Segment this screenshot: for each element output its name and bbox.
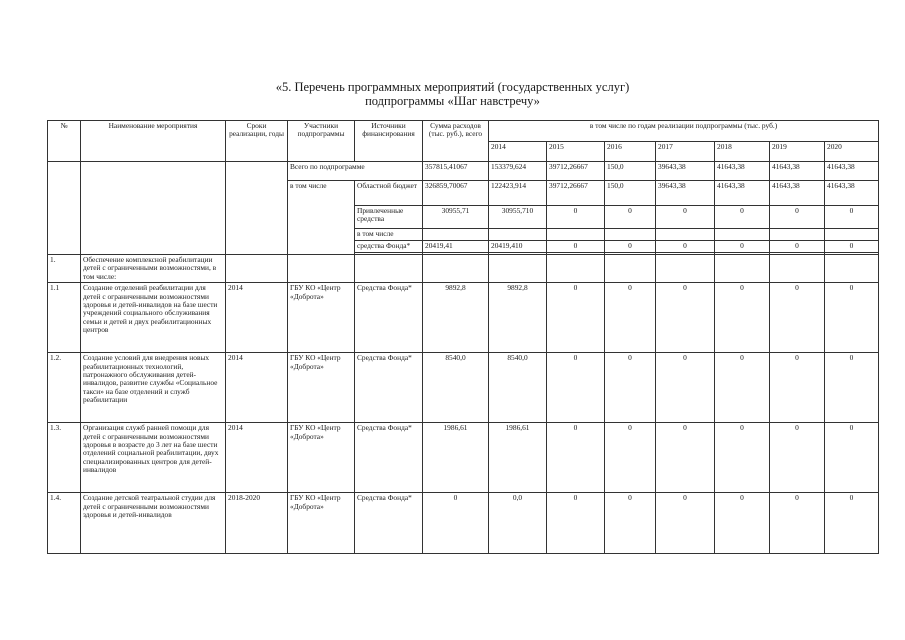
row-year: 0 — [715, 423, 770, 493]
table-row — [48, 423, 879, 493]
row-year: 0 — [770, 423, 825, 493]
row-participants — [288, 255, 355, 283]
row-source: Средства Фонда* — [355, 283, 423, 353]
header-participants: Участники подпрограммы — [288, 121, 355, 162]
empty-cell — [605, 229, 656, 241]
row-year — [547, 255, 605, 283]
summary-attracted-year: 0 — [605, 206, 656, 229]
row-year — [605, 255, 656, 283]
summary-regional-year: 39643,38 — [656, 181, 715, 206]
row-year: 0,0 — [489, 493, 547, 554]
summary-terms-cell — [226, 162, 288, 255]
header-year: 2015 — [547, 141, 605, 162]
summary-fund-year: 0 — [605, 241, 656, 253]
empty-cell — [423, 229, 489, 241]
summary-no-cell — [48, 162, 81, 255]
summary-total-year: 39643,38 — [656, 162, 715, 181]
table-row — [48, 283, 879, 353]
row-year — [715, 255, 770, 283]
header-no: № — [48, 121, 81, 162]
row-source: Средства Фонда* — [355, 423, 423, 493]
row-year: 0 — [547, 283, 605, 353]
row-year: 0 — [770, 353, 825, 423]
row-year: 0 — [825, 283, 879, 353]
summary-fund-year: 20419,410 — [489, 241, 547, 253]
summary-regional-year: 41643,38 — [770, 181, 825, 206]
summary-regional-sum: 326859,70067 — [423, 181, 489, 206]
row-no: 1.3. — [48, 423, 81, 493]
title-line-2: подпрограммы «Шаг навстречу» — [365, 94, 540, 108]
header-sources: Источники финансирования — [355, 121, 423, 162]
summary-total-row — [48, 162, 879, 181]
summary-regional-year: 41643,38 — [715, 181, 770, 206]
header-year: 2018 — [715, 141, 770, 162]
row-terms: 2014 — [226, 353, 288, 423]
summary-regional-year: 41643,38 — [825, 181, 879, 206]
summary-fund-sum: 20419,41 — [423, 241, 489, 253]
row-sum: 0 — [423, 493, 489, 554]
header-year: 2019 — [770, 141, 825, 162]
row-year — [825, 255, 879, 283]
row-year: 0 — [547, 423, 605, 493]
document-title — [0, 80, 905, 108]
row-year: 0 — [605, 493, 656, 554]
summary-name-cell — [81, 162, 226, 255]
summary-regional-year: 150,0 — [605, 181, 656, 206]
row-year — [656, 255, 715, 283]
row-year: 0 — [605, 283, 656, 353]
row-participants: ГБУ КО «Центр «Доброта» — [288, 423, 355, 493]
empty-cell — [489, 229, 547, 241]
row-year: 0 — [605, 353, 656, 423]
row-year: 0 — [825, 493, 879, 554]
row-source — [355, 255, 423, 283]
summary-attracted-year: 0 — [715, 206, 770, 229]
summary-regional-year: 39712,26667 — [547, 181, 605, 206]
row-participants: ГБУ КО «Центр «Доброта» — [288, 493, 355, 554]
summary-total-year: 41643,38 — [715, 162, 770, 181]
empty-cell — [715, 229, 770, 241]
row-year: 0 — [656, 353, 715, 423]
row-sum — [423, 255, 489, 283]
row-name: Создание условий для внедрения новых реабилитационных технологий, патронажного обслуживания детей-инвалидов, развитие службы «Социальное такси» на базе отделений и служб реабилитации — [81, 353, 226, 423]
header-year: 2017 — [656, 141, 715, 162]
row-year: 0 — [656, 493, 715, 554]
summary-total-sum: 357815,41067 — [423, 162, 489, 181]
summary-attracted-year: 0 — [656, 206, 715, 229]
row-source: Средства Фонда* — [355, 353, 423, 423]
summary-attracted-year: 30955,710 — [489, 206, 547, 229]
row-participants: ГБУ КО «Центр «Доброта» — [288, 283, 355, 353]
summary-total-year: 41643,38 — [770, 162, 825, 181]
row-terms: 2014 — [226, 283, 288, 353]
row-year: 0 — [825, 353, 879, 423]
row-name: Создание детской театральной студии для детей с ограниченными возможностями здоровья и детей-инвалидов — [81, 493, 226, 554]
row-source: Средства Фонда* — [355, 493, 423, 554]
row-terms — [226, 255, 288, 283]
row-year: 0 — [715, 493, 770, 554]
row-year: 0 — [770, 493, 825, 554]
summary-including-label: в том числе — [288, 181, 355, 255]
summary-fund-year: 0 — [715, 241, 770, 253]
summary-incl2-label: в том числе — [355, 229, 423, 241]
title-line-1: «5. Перечень программных мероприятий (государственных услуг) — [275, 80, 630, 94]
row-year: 0 — [656, 423, 715, 493]
row-sum: 1986,61 — [423, 423, 489, 493]
table-row — [48, 255, 879, 283]
summary-fund-year: 0 — [547, 241, 605, 253]
row-year: 1986,61 — [489, 423, 547, 493]
header-year: 2020 — [825, 141, 879, 162]
empty-cell — [547, 229, 605, 241]
summary-total-year: 39712,26667 — [547, 162, 605, 181]
row-year: 8540,0 — [489, 353, 547, 423]
header-year: 2016 — [605, 141, 656, 162]
row-name: Организация служб ранней помощи для детей с ограниченными возможностями здоровья в возрасте до 3 лет на базе шести отделений социальной реабилитации, двух специализированных центров для детей-инвалидов — [81, 423, 226, 493]
summary-fund-year: 0 — [825, 241, 879, 253]
header-terms: Сроки реализации, годы — [226, 121, 288, 162]
row-participants: ГБУ КО «Центр «Доброта» — [288, 353, 355, 423]
summary-total-year: 150,0 — [605, 162, 656, 181]
empty-cell — [656, 229, 715, 241]
header-year: 2014 — [489, 141, 547, 162]
row-terms: 2014 — [226, 423, 288, 493]
empty-cell — [825, 229, 879, 241]
row-sum: 8540,0 — [423, 353, 489, 423]
row-no: 1.1 — [48, 283, 81, 353]
summary-attracted-year: 0 — [825, 206, 879, 229]
row-year: 0 — [547, 353, 605, 423]
summary-fund-year: 0 — [770, 241, 825, 253]
row-no: 1.4. — [48, 493, 81, 554]
row-no: 1.2. — [48, 353, 81, 423]
empty-cell — [770, 229, 825, 241]
row-name: Обеспечение комплексной реабилитации детей с ограниченными возможностями, в том числе: — [81, 255, 226, 283]
row-year: 0 — [715, 353, 770, 423]
summary-regional-year: 122423,914 — [489, 181, 547, 206]
summary-total-year: 41643,38 — [825, 162, 879, 181]
row-year — [770, 255, 825, 283]
summary-fund-year: 0 — [656, 241, 715, 253]
row-year: 0 — [715, 283, 770, 353]
summary-fund-label: средства Фонда* — [355, 241, 423, 253]
summary-attracted-sum: 30955,71 — [423, 206, 489, 229]
table-row — [48, 353, 879, 423]
row-year: 0 — [605, 423, 656, 493]
header-total: Сумма расходов (тыс. руб.), всего — [423, 121, 489, 162]
row-year: 0 — [770, 283, 825, 353]
row-year: 0 — [825, 423, 879, 493]
summary-attracted-year: 0 — [770, 206, 825, 229]
summary-attracted-label: Привлеченные средства — [355, 206, 423, 229]
header-row — [48, 121, 879, 142]
measures-table — [47, 120, 879, 554]
row-year: 0 — [656, 283, 715, 353]
row-year: 9892,8 — [489, 283, 547, 353]
row-name: Создание отделений реабилитации для детей с ограниченными возможностями здоровья и детей-инвалидов на базе шести учреждений социального обслуживания семьи и детей и двух реабилитационных центров — [81, 283, 226, 353]
row-year — [489, 255, 547, 283]
summary-regional-label: Областной бюджет — [355, 181, 423, 206]
summary-total-label: Всего по подпрограмме — [288, 162, 423, 181]
row-no: 1. — [48, 255, 81, 283]
header-by-years: в том числе по годам реализации подпрограммы (тыс. руб.) — [489, 121, 879, 142]
summary-total-year: 153379,624 — [489, 162, 547, 181]
row-terms: 2018-2020 — [226, 493, 288, 554]
row-sum: 9892,8 — [423, 283, 489, 353]
header-name: Наименование мероприятия — [81, 121, 226, 162]
table-row — [48, 493, 879, 554]
summary-attracted-year: 0 — [547, 206, 605, 229]
row-year: 0 — [547, 493, 605, 554]
